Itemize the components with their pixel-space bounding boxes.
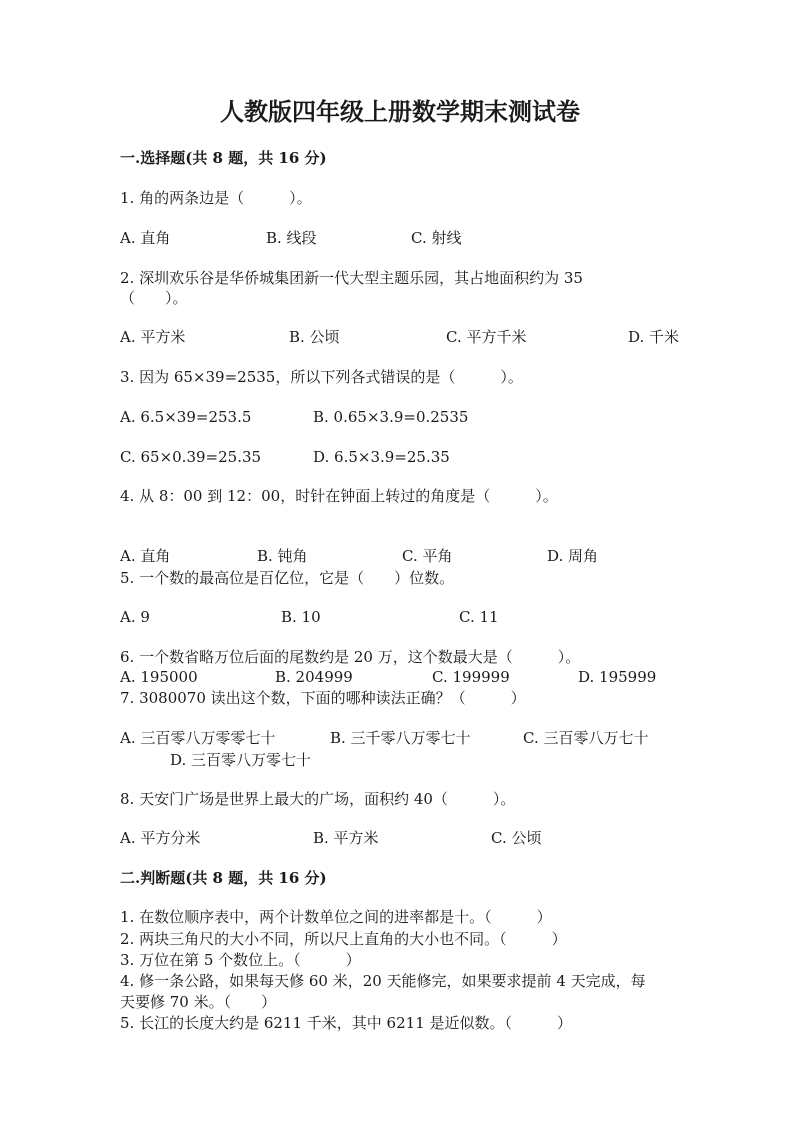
question-4-stem: 4. 从 8：00 到 12：00，时针在钟面上转过的角度是（ ）。 (120, 487, 558, 505)
section-1-heading: 一.选择题(共 8 题，共 16 分) (120, 149, 327, 167)
judgement-item-5: 5. 长江的长度大约是 6211 千米，其中 6211 是近似数。（ ） (120, 1014, 573, 1032)
question-6-option-c: C. 199999 (432, 668, 510, 686)
question-7-option-b: B. 三千零八万零七十 (330, 729, 471, 747)
section-2-heading: 二.判断题(共 8 题，共 16 分) (120, 869, 327, 887)
question-7-stem: 7. 3080070 读出这个数，下面的哪种读法正确？（ ） (120, 689, 526, 707)
question-5-option-a: A. 9 (120, 608, 150, 626)
question-5-option-c: C. 11 (459, 608, 499, 626)
question-7-option-d: D. 三百零八万零七十 (170, 751, 312, 769)
question-7-option-a: A. 三百零八万零零七十 (120, 729, 276, 747)
question-4-option-b: B. 钝角 (257, 547, 308, 565)
question-1-option-c: C. 射线 (411, 229, 462, 247)
question-6-option-d: D. 195999 (578, 668, 657, 686)
question-3-stem: 3. 因为 65×39=2535，所以下列各式错误的是（ ）。 (120, 368, 523, 386)
question-1-option-b: B. 线段 (266, 229, 317, 247)
question-8-option-a: A. 平方分米 (120, 829, 201, 847)
judgement-item-4-line-1: 4. 修一条公路，如果每天修 60 米，20 天能修完，如果要求提前 4 天完成，每 (120, 972, 646, 990)
question-1-option-a: A. 直角 (120, 229, 171, 247)
question-3-option-b: B. 0.65×3.9=0.2535 (313, 408, 469, 426)
judgement-item-4-line-2: 天要修 70 米。（ ） (120, 993, 277, 1011)
question-3-option-a: A. 6.5×39=253.5 (120, 408, 252, 426)
question-4-option-c: C. 平角 (402, 547, 453, 565)
question-5-option-b: B. 10 (281, 608, 321, 626)
question-5-stem: 5. 一个数的最高位是百亿位，它是（ ）位数。 (120, 569, 455, 587)
question-2-stem-line-2: （ ）。 (120, 289, 188, 307)
question-7-option-c: C. 三百零八万七十 (523, 729, 649, 747)
page-title: 人教版四年级上册数学期末测试卷 (220, 97, 580, 126)
question-2-stem-line-1: 2. 深圳欢乐谷是华侨城集团新一代大型主题乐园，其占地面积约为 35 (120, 269, 583, 287)
judgement-item-2: 2. 两块三角尺的大小不同，所以尺上直角的大小也不同。（ ） (120, 930, 567, 948)
question-4-option-a: A. 直角 (120, 547, 171, 565)
question-4-option-d: D. 周角 (547, 547, 599, 565)
question-6-option-b: B. 204999 (275, 668, 353, 686)
question-2-option-b: B. 公顷 (289, 328, 340, 346)
question-8-option-b: B. 平方米 (313, 829, 379, 847)
question-6-option-a: A. 195000 (120, 668, 198, 686)
question-6-stem: 6. 一个数省略万位后面的尾数约是 20 万，这个数最大是（ ）。 (120, 648, 581, 666)
judgement-item-1: 1. 在数位顺序表中，两个计数单位之间的进率都是十。（ ） (120, 908, 552, 926)
question-2-option-c: C. 平方千米 (446, 328, 527, 346)
question-2-option-a: A. 平方米 (120, 328, 186, 346)
question-8-stem: 8. 天安门广场是世界上最大的广场，面积约 40（ ）。 (120, 790, 516, 808)
question-8-option-c: C. 公顷 (491, 829, 542, 847)
judgement-item-3: 3. 万位在第 5 个数位上。（ ） (120, 951, 361, 969)
question-3-option-c: C. 65×0.39=25.35 (120, 448, 262, 466)
question-1-stem: 1. 角的两条边是（ ）。 (120, 189, 312, 207)
question-2-option-d: D. 千米 (628, 328, 680, 346)
question-3-option-d: D. 6.5×3.9=25.35 (313, 448, 450, 466)
